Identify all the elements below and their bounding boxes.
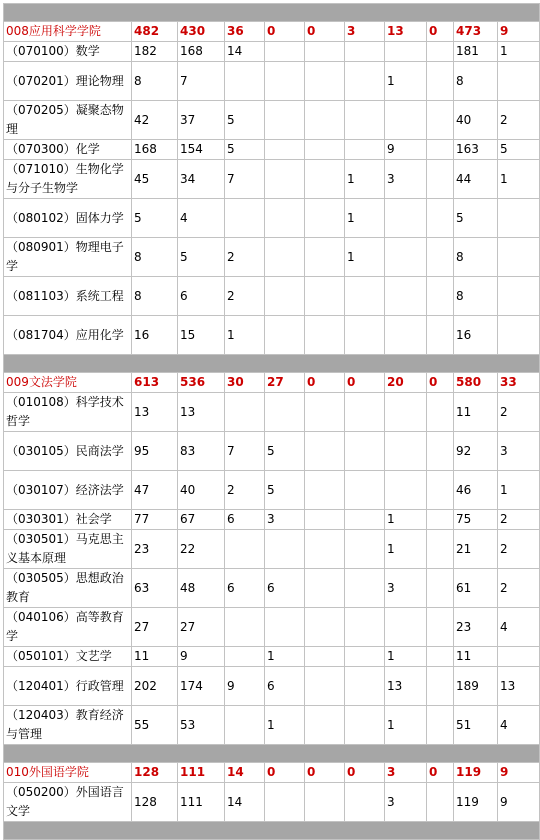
value-cell: 13: [385, 667, 427, 706]
value-cell: [498, 238, 540, 277]
major-row: [4, 42, 540, 62]
value-cell: 30: [225, 373, 265, 393]
value-cell: [345, 277, 385, 316]
value-cell: [265, 101, 305, 140]
value-cell: [345, 647, 385, 667]
major-name-cell: （071010）生物化学与分子生物学: [4, 160, 132, 199]
major-name-cell: （081103）系统工程: [4, 277, 132, 316]
value-cell: [385, 432, 427, 471]
school-total-row: [4, 373, 540, 393]
value-cell: [305, 706, 345, 745]
value-cell: [498, 199, 540, 238]
value-cell: 473: [454, 22, 498, 42]
value-cell: 0: [305, 763, 345, 783]
value-cell: 168: [178, 42, 225, 62]
value-cell: 8: [454, 238, 498, 277]
value-cell: 46: [454, 471, 498, 510]
school-name-cell: 009文法学院: [4, 373, 132, 393]
value-cell: 11: [454, 647, 498, 667]
major-row: [4, 238, 540, 277]
value-cell: 580: [454, 373, 498, 393]
value-cell: [385, 316, 427, 355]
school-name-cell: 008应用科学学院: [4, 22, 132, 42]
major-name-cell: （070205）凝聚态物理: [4, 101, 132, 140]
major-row: [4, 62, 540, 101]
value-cell: 119: [454, 783, 498, 822]
value-cell: [265, 393, 305, 432]
value-cell: 1: [225, 316, 265, 355]
value-cell: 83: [178, 432, 225, 471]
separator-cell: [4, 4, 540, 22]
value-cell: 40: [178, 471, 225, 510]
value-cell: 111: [178, 763, 225, 783]
value-cell: 5: [225, 101, 265, 140]
value-cell: [345, 432, 385, 471]
value-cell: 0: [427, 22, 454, 42]
value-cell: 111: [178, 783, 225, 822]
value-cell: [385, 608, 427, 647]
value-cell: [265, 199, 305, 238]
value-cell: 51: [454, 706, 498, 745]
value-cell: [345, 569, 385, 608]
value-cell: 53: [178, 706, 225, 745]
separator-cell: [4, 745, 540, 763]
value-cell: [305, 471, 345, 510]
major-name-cell: （120403）教育经济与管理: [4, 706, 132, 745]
value-cell: 16: [454, 316, 498, 355]
value-cell: [225, 199, 265, 238]
value-cell: 3: [345, 22, 385, 42]
value-cell: 613: [132, 373, 178, 393]
value-cell: 11: [132, 647, 178, 667]
value-cell: [427, 608, 454, 647]
value-cell: 482: [132, 22, 178, 42]
value-cell: 45: [132, 160, 178, 199]
value-cell: 1: [345, 199, 385, 238]
value-cell: 2: [498, 393, 540, 432]
value-cell: 48: [178, 569, 225, 608]
value-cell: 1: [385, 62, 427, 101]
value-cell: [427, 667, 454, 706]
major-name-cell: （030301）社会学: [4, 510, 132, 530]
major-row: [4, 471, 540, 510]
value-cell: 63: [132, 569, 178, 608]
value-cell: 4: [178, 199, 225, 238]
value-cell: [427, 783, 454, 822]
value-cell: 1: [265, 647, 305, 667]
value-cell: [345, 42, 385, 62]
value-cell: 189: [454, 667, 498, 706]
major-name-cell: （030501）马克思主义基本原理: [4, 530, 132, 569]
value-cell: [385, 42, 427, 62]
value-cell: [427, 140, 454, 160]
value-cell: 128: [132, 763, 178, 783]
value-cell: [385, 471, 427, 510]
value-cell: 5: [132, 199, 178, 238]
value-cell: [305, 101, 345, 140]
value-cell: 2: [498, 569, 540, 608]
value-cell: [305, 608, 345, 647]
value-cell: [265, 530, 305, 569]
value-cell: 20: [385, 373, 427, 393]
major-row: [4, 140, 540, 160]
value-cell: [265, 316, 305, 355]
value-cell: [305, 140, 345, 160]
value-cell: [427, 706, 454, 745]
major-name-cell: （010108）科学技术哲学: [4, 393, 132, 432]
value-cell: 5: [498, 140, 540, 160]
value-cell: 7: [178, 62, 225, 101]
value-cell: [305, 667, 345, 706]
value-cell: 0: [427, 763, 454, 783]
value-cell: [427, 101, 454, 140]
value-cell: 13: [385, 22, 427, 42]
major-name-cell: （080102）固体力学: [4, 199, 132, 238]
value-cell: [345, 101, 385, 140]
value-cell: 0: [427, 373, 454, 393]
value-cell: 5: [178, 238, 225, 277]
major-name-cell: （080901）物理电子学: [4, 238, 132, 277]
value-cell: [305, 199, 345, 238]
value-cell: [427, 471, 454, 510]
value-cell: 1: [498, 471, 540, 510]
value-cell: [385, 277, 427, 316]
value-cell: 23: [454, 608, 498, 647]
value-cell: [345, 316, 385, 355]
value-cell: [385, 199, 427, 238]
value-cell: [265, 783, 305, 822]
school-name-cell: 010外国语学院: [4, 763, 132, 783]
value-cell: 14: [225, 42, 265, 62]
major-name-cell: （081704）应用化学: [4, 316, 132, 355]
value-cell: 8: [132, 277, 178, 316]
value-cell: [345, 530, 385, 569]
value-cell: [385, 238, 427, 277]
value-cell: 27: [265, 373, 305, 393]
value-cell: [265, 62, 305, 101]
value-cell: [427, 316, 454, 355]
value-cell: 6: [178, 277, 225, 316]
value-cell: 0: [305, 22, 345, 42]
value-cell: [225, 608, 265, 647]
value-cell: 8: [132, 238, 178, 277]
value-cell: 154: [178, 140, 225, 160]
value-cell: [305, 783, 345, 822]
value-cell: [345, 140, 385, 160]
value-cell: [498, 277, 540, 316]
value-cell: 430: [178, 22, 225, 42]
major-row: [4, 706, 540, 745]
value-cell: [225, 647, 265, 667]
value-cell: 42: [132, 101, 178, 140]
major-name-cell: （070201）理论物理: [4, 62, 132, 101]
major-name-cell: （040106）高等教育学: [4, 608, 132, 647]
value-cell: 1: [385, 647, 427, 667]
value-cell: [305, 393, 345, 432]
major-row: [4, 160, 540, 199]
value-cell: 1: [498, 160, 540, 199]
value-cell: 33: [498, 373, 540, 393]
value-cell: 4: [498, 608, 540, 647]
value-cell: 9: [225, 667, 265, 706]
value-cell: [265, 608, 305, 647]
value-cell: [345, 471, 385, 510]
value-cell: [225, 393, 265, 432]
value-cell: 182: [132, 42, 178, 62]
value-cell: 61: [454, 569, 498, 608]
value-cell: [427, 432, 454, 471]
value-cell: 0: [345, 763, 385, 783]
value-cell: 5: [265, 432, 305, 471]
value-cell: 11: [454, 393, 498, 432]
value-cell: 55: [132, 706, 178, 745]
value-cell: 2: [498, 510, 540, 530]
value-cell: [305, 647, 345, 667]
value-cell: [225, 62, 265, 101]
value-cell: 5: [225, 140, 265, 160]
value-cell: 21: [454, 530, 498, 569]
value-cell: 0: [345, 373, 385, 393]
value-cell: 3: [498, 432, 540, 471]
value-cell: [345, 393, 385, 432]
major-row: [4, 199, 540, 238]
value-cell: [345, 783, 385, 822]
value-cell: 1: [385, 530, 427, 569]
value-cell: 1: [345, 238, 385, 277]
value-cell: [265, 42, 305, 62]
value-cell: 202: [132, 667, 178, 706]
major-name-cell: （030505）思想政治教育: [4, 569, 132, 608]
section-separator-row: [4, 822, 540, 840]
major-row: [4, 510, 540, 530]
value-cell: 2: [225, 471, 265, 510]
value-cell: [427, 62, 454, 101]
value-cell: 1: [265, 706, 305, 745]
value-cell: 13: [178, 393, 225, 432]
value-cell: 8: [454, 62, 498, 101]
value-cell: [265, 238, 305, 277]
major-row: [4, 393, 540, 432]
value-cell: [345, 510, 385, 530]
value-cell: 40: [454, 101, 498, 140]
value-cell: [345, 608, 385, 647]
value-cell: 5: [454, 199, 498, 238]
value-cell: [427, 393, 454, 432]
value-cell: 174: [178, 667, 225, 706]
value-cell: 13: [498, 667, 540, 706]
value-cell: [265, 277, 305, 316]
value-cell: [427, 199, 454, 238]
value-cell: [427, 647, 454, 667]
value-cell: [305, 569, 345, 608]
value-cell: 536: [178, 373, 225, 393]
value-cell: 2: [498, 530, 540, 569]
value-cell: 27: [132, 608, 178, 647]
value-cell: 14: [225, 763, 265, 783]
major-row: [4, 316, 540, 355]
value-cell: [305, 316, 345, 355]
value-cell: [305, 238, 345, 277]
value-cell: 9: [498, 783, 540, 822]
value-cell: 0: [265, 763, 305, 783]
value-cell: [345, 706, 385, 745]
value-cell: 1: [345, 160, 385, 199]
value-cell: 15: [178, 316, 225, 355]
value-cell: [498, 316, 540, 355]
major-name-cell: （050101）文艺学: [4, 647, 132, 667]
value-cell: 47: [132, 471, 178, 510]
major-name-cell: （070100）数学: [4, 42, 132, 62]
value-cell: 119: [454, 763, 498, 783]
value-cell: 0: [305, 373, 345, 393]
value-cell: [345, 62, 385, 101]
value-cell: 8: [454, 277, 498, 316]
value-cell: 7: [225, 160, 265, 199]
major-name-cell: （030107）经济法学: [4, 471, 132, 510]
value-cell: [305, 530, 345, 569]
value-cell: [305, 62, 345, 101]
value-cell: [498, 647, 540, 667]
value-cell: 36: [225, 22, 265, 42]
value-cell: 168: [132, 140, 178, 160]
value-cell: [385, 101, 427, 140]
value-cell: [305, 160, 345, 199]
value-cell: [305, 510, 345, 530]
value-cell: 6: [265, 667, 305, 706]
value-cell: 44: [454, 160, 498, 199]
value-cell: [427, 238, 454, 277]
value-cell: 14: [225, 783, 265, 822]
value-cell: 9: [498, 22, 540, 42]
enrollment-table: [3, 3, 540, 840]
value-cell: 13: [132, 393, 178, 432]
section-separator-row: [4, 4, 540, 22]
major-row: [4, 569, 540, 608]
value-cell: 6: [225, 569, 265, 608]
major-name-cell: （070300）化学: [4, 140, 132, 160]
value-cell: [345, 667, 385, 706]
value-cell: 7: [225, 432, 265, 471]
separator-cell: [4, 822, 540, 840]
major-name-cell: （050200）外国语言文学: [4, 783, 132, 822]
value-cell: [225, 706, 265, 745]
value-cell: 95: [132, 432, 178, 471]
table-body: [4, 4, 540, 840]
value-cell: 77: [132, 510, 178, 530]
value-cell: 8: [132, 62, 178, 101]
value-cell: [385, 393, 427, 432]
value-cell: 6: [265, 569, 305, 608]
value-cell: 3: [385, 783, 427, 822]
value-cell: [427, 530, 454, 569]
value-cell: 22: [178, 530, 225, 569]
value-cell: [427, 42, 454, 62]
value-cell: [498, 62, 540, 101]
major-row: [4, 783, 540, 822]
major-row: [4, 530, 540, 569]
value-cell: 3: [385, 763, 427, 783]
school-total-row: [4, 763, 540, 783]
value-cell: 1: [385, 510, 427, 530]
major-row: [4, 608, 540, 647]
table-wrapper: [3, 3, 539, 840]
value-cell: 16: [132, 316, 178, 355]
value-cell: 0: [265, 22, 305, 42]
value-cell: 2: [225, 277, 265, 316]
major-row: [4, 647, 540, 667]
value-cell: 23: [132, 530, 178, 569]
value-cell: 5: [265, 471, 305, 510]
value-cell: 2: [498, 101, 540, 140]
value-cell: 6: [225, 510, 265, 530]
value-cell: 1: [385, 706, 427, 745]
value-cell: 3: [265, 510, 305, 530]
value-cell: [265, 160, 305, 199]
value-cell: 9: [498, 763, 540, 783]
value-cell: 75: [454, 510, 498, 530]
major-row: [4, 101, 540, 140]
value-cell: [427, 160, 454, 199]
value-cell: 3: [385, 569, 427, 608]
value-cell: [427, 510, 454, 530]
value-cell: [265, 140, 305, 160]
value-cell: 3: [385, 160, 427, 199]
major-row: [4, 667, 540, 706]
value-cell: 92: [454, 432, 498, 471]
value-cell: [305, 432, 345, 471]
major-row: [4, 277, 540, 316]
value-cell: [305, 277, 345, 316]
value-cell: 2: [225, 238, 265, 277]
value-cell: 67: [178, 510, 225, 530]
separator-cell: [4, 355, 540, 373]
section-separator-row: [4, 355, 540, 373]
major-name-cell: （030105）民商法学: [4, 432, 132, 471]
value-cell: 27: [178, 608, 225, 647]
value-cell: 181: [454, 42, 498, 62]
value-cell: 9: [385, 140, 427, 160]
major-name-cell: （120401）行政管理: [4, 667, 132, 706]
value-cell: 34: [178, 160, 225, 199]
value-cell: 4: [498, 706, 540, 745]
section-separator-row: [4, 745, 540, 763]
value-cell: [305, 42, 345, 62]
value-cell: 37: [178, 101, 225, 140]
value-cell: 163: [454, 140, 498, 160]
value-cell: 9: [178, 647, 225, 667]
value-cell: [225, 530, 265, 569]
value-cell: [427, 277, 454, 316]
school-total-row: [4, 22, 540, 42]
value-cell: 1: [498, 42, 540, 62]
value-cell: 128: [132, 783, 178, 822]
major-row: [4, 432, 540, 471]
value-cell: [427, 569, 454, 608]
